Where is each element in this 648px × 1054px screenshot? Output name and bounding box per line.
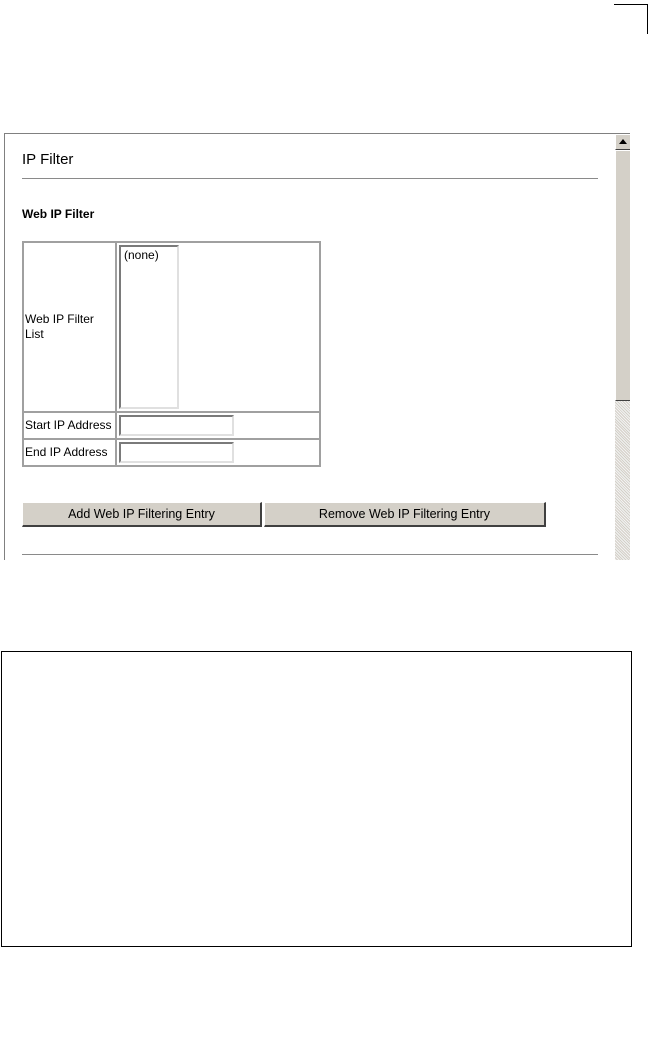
start-ip-input[interactable]: [119, 415, 234, 436]
start-ip-cell: [116, 412, 320, 439]
page-title: IP Filter: [22, 151, 74, 168]
section-title: Web IP Filter: [22, 207, 95, 221]
scrollbar-thumb[interactable]: [615, 150, 630, 401]
add-entry-button[interactable]: Add Web IP Filtering Entry: [22, 502, 262, 527]
filter-list-listbox[interactable]: [119, 245, 179, 409]
start-ip-label: Start IP Address: [23, 412, 116, 439]
filter-list-option[interactable]: (none): [124, 248, 159, 262]
title-divider: [22, 178, 598, 179]
filter-list-label: Web IP Filter List: [23, 242, 116, 412]
filter-list-row: [23, 242, 320, 412]
bottom-divider: [22, 554, 598, 555]
end-ip-cell: [116, 439, 320, 466]
end-ip-label: End IP Address: [23, 439, 116, 466]
browser-content-frame: [4, 133, 630, 560]
filter-list-cell: [116, 242, 320, 412]
empty-content-box: [1, 651, 632, 947]
end-ip-input[interactable]: [119, 442, 234, 463]
remove-entry-button[interactable]: Remove Web IP Filtering Entry: [264, 502, 546, 527]
vertical-scrollbar[interactable]: [615, 134, 630, 560]
page-corner-mark: [614, 4, 648, 34]
start-ip-row: [23, 412, 320, 439]
web-ip-filter-table: [22, 241, 321, 467]
scroll-up-arrow-icon[interactable]: [615, 134, 630, 150]
end-ip-row: [23, 439, 320, 466]
